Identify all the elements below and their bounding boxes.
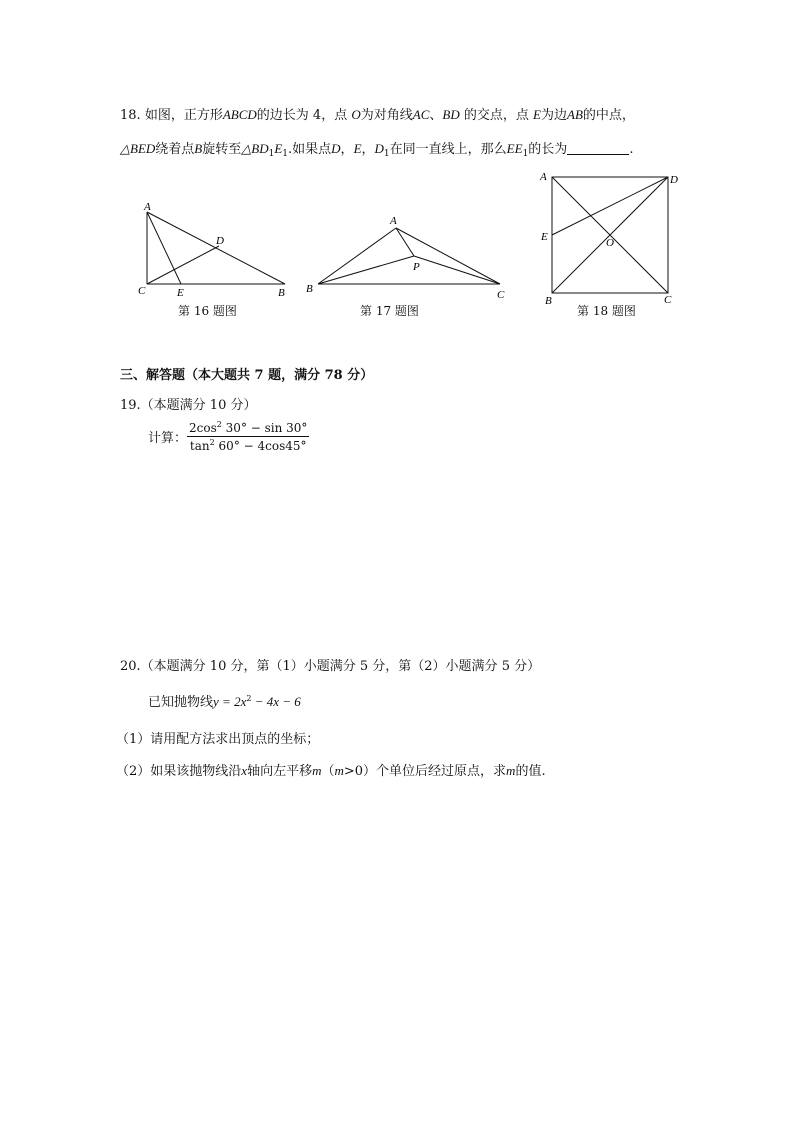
q18-math: AB: [567, 107, 583, 122]
q19-label: 计算：: [148, 431, 188, 446]
fig16-label-c: C: [138, 285, 146, 297]
fig16-label-a: A: [144, 201, 151, 213]
section3-title: 三、解答题（本大题共 7 题，满分 78 分）: [120, 368, 374, 383]
q18-math: △BD: [241, 141, 269, 156]
q18-text: 的边长为 4，点: [256, 108, 348, 123]
q18-text: 的中点，: [582, 108, 635, 123]
fig16-label-d: D: [216, 235, 224, 247]
q18-line1: [120, 104, 635, 123]
q19-expression: [148, 420, 309, 453]
q19-numerator: [187, 420, 309, 437]
q20-math: x: [273, 694, 280, 709]
fig18-label-e: E: [541, 231, 548, 243]
q18-line2: [120, 138, 633, 159]
q18-text: 、: [429, 108, 443, 123]
q20-math: x: [241, 763, 248, 778]
q19-den-exponent: 2: [209, 438, 215, 447]
q18-text: 绕着点: [155, 142, 195, 157]
q18-subscript: 1: [522, 149, 529, 159]
q19-denominator: [187, 437, 309, 453]
q18-text: 的长为: [528, 142, 568, 157]
q18-subscript: 1: [383, 149, 390, 159]
fig17-label-b: B: [306, 283, 313, 295]
q18-text: 如图，正方形: [144, 108, 223, 123]
q18-math: ABCD: [222, 107, 257, 122]
figure-17: [300, 210, 520, 300]
q20-math: y: [213, 694, 219, 709]
fig18-segment-ed: [552, 177, 668, 235]
q18-answer-blank[interactable]: [567, 142, 629, 155]
q19-num-text: 2cos: [189, 421, 217, 435]
q20-part1: （1）请用配方法求出顶点的坐标；: [116, 732, 320, 747]
fig17-segment-ac: [396, 228, 500, 284]
q20-text: >0）个单位后经过原点，求: [343, 764, 507, 779]
fig16-label-e: E: [177, 287, 184, 299]
figure-18: [535, 166, 685, 306]
q20-exponent: 2: [246, 694, 252, 703]
q18-math: O: [351, 107, 361, 122]
fig17-segment-ap: [396, 228, 414, 256]
q20-given: [148, 691, 301, 710]
q19-num-text: 30° − sin 30°: [221, 421, 308, 435]
q20-text: 已知抛物线: [148, 695, 214, 710]
q18-text: 旋转至: [202, 142, 242, 157]
q20-text: （: [321, 764, 335, 779]
q18-subscript: 1: [282, 149, 289, 159]
fig16-segment-ae: [147, 212, 181, 284]
q20-math: − 4: [251, 694, 274, 709]
fig17-label-p: P: [413, 261, 420, 273]
q20-math: m: [312, 763, 322, 778]
fig16-caption: 第 16 题图: [178, 304, 237, 318]
q18-math: EE: [506, 141, 523, 156]
figure-16: [130, 198, 300, 303]
q18-text: ，: [361, 142, 375, 157]
fig17-segment-pc: [414, 256, 500, 284]
q20-part2: [116, 760, 546, 779]
q20-math: = 2: [218, 694, 241, 709]
fig17-segment-ab: [318, 228, 396, 284]
fig18-label-b: B: [545, 295, 552, 306]
fig17-label-c: C: [497, 289, 505, 300]
q18-math: E: [533, 107, 541, 122]
q18-math: D: [374, 141, 384, 156]
q18-math: E: [353, 141, 362, 156]
q20-header: 20.（本题满分 10 分，第（1）小题满分 5 分，第（2）小题满分 5 分）: [120, 659, 541, 674]
q20-math: m: [334, 763, 344, 778]
q20-math: x: [240, 694, 247, 709]
q18-math: E: [274, 141, 283, 156]
q18-text: .: [629, 142, 634, 157]
q18-math: AC: [412, 107, 430, 122]
fig17-label-a: A: [390, 215, 397, 227]
fig18-label-d: D: [670, 174, 678, 186]
fig16-label-b: B: [278, 287, 285, 299]
q18-subscript: 1: [268, 149, 275, 159]
q18-text: 的交点，点: [463, 108, 529, 123]
fig17-segment-bp: [318, 256, 414, 284]
q18-text: ，: [340, 142, 354, 157]
fig18-caption: 第 18 题图: [577, 304, 636, 318]
fig17-caption: 第 17 题图: [360, 304, 419, 318]
q18-number: 18.: [120, 108, 141, 123]
q18-math: BD: [442, 107, 460, 122]
q18-math: B: [194, 141, 203, 156]
q19-den-text: tan: [189, 439, 210, 453]
q20-math: − 6: [279, 694, 301, 709]
q18-text: 在同一直线上，那么: [389, 142, 507, 157]
fig16-segment-cd: [147, 246, 219, 284]
q18-math: D: [331, 141, 341, 156]
fig18-label-o: O: [606, 237, 614, 249]
q20-math: m: [506, 763, 516, 778]
q20-text: 的值.: [515, 764, 546, 779]
fig18-label-c: C: [664, 294, 672, 306]
q18-math: △BED: [120, 141, 156, 156]
q18-text: 为边: [540, 108, 567, 123]
fig18-label-a: A: [540, 171, 547, 183]
q19-den-text: 60° − 4cos45°: [214, 439, 307, 453]
q19-fraction: [187, 420, 309, 453]
q20-text: （2）如果该抛物线沿: [116, 764, 242, 779]
q18-text: 为对角线: [360, 108, 413, 123]
q19-header: 19.（本题满分 10 分）: [120, 398, 257, 413]
q18-text: .如果点: [288, 142, 332, 157]
q19-num-exponent: 2: [216, 420, 222, 429]
q20-text: 轴向左平移: [247, 764, 313, 779]
